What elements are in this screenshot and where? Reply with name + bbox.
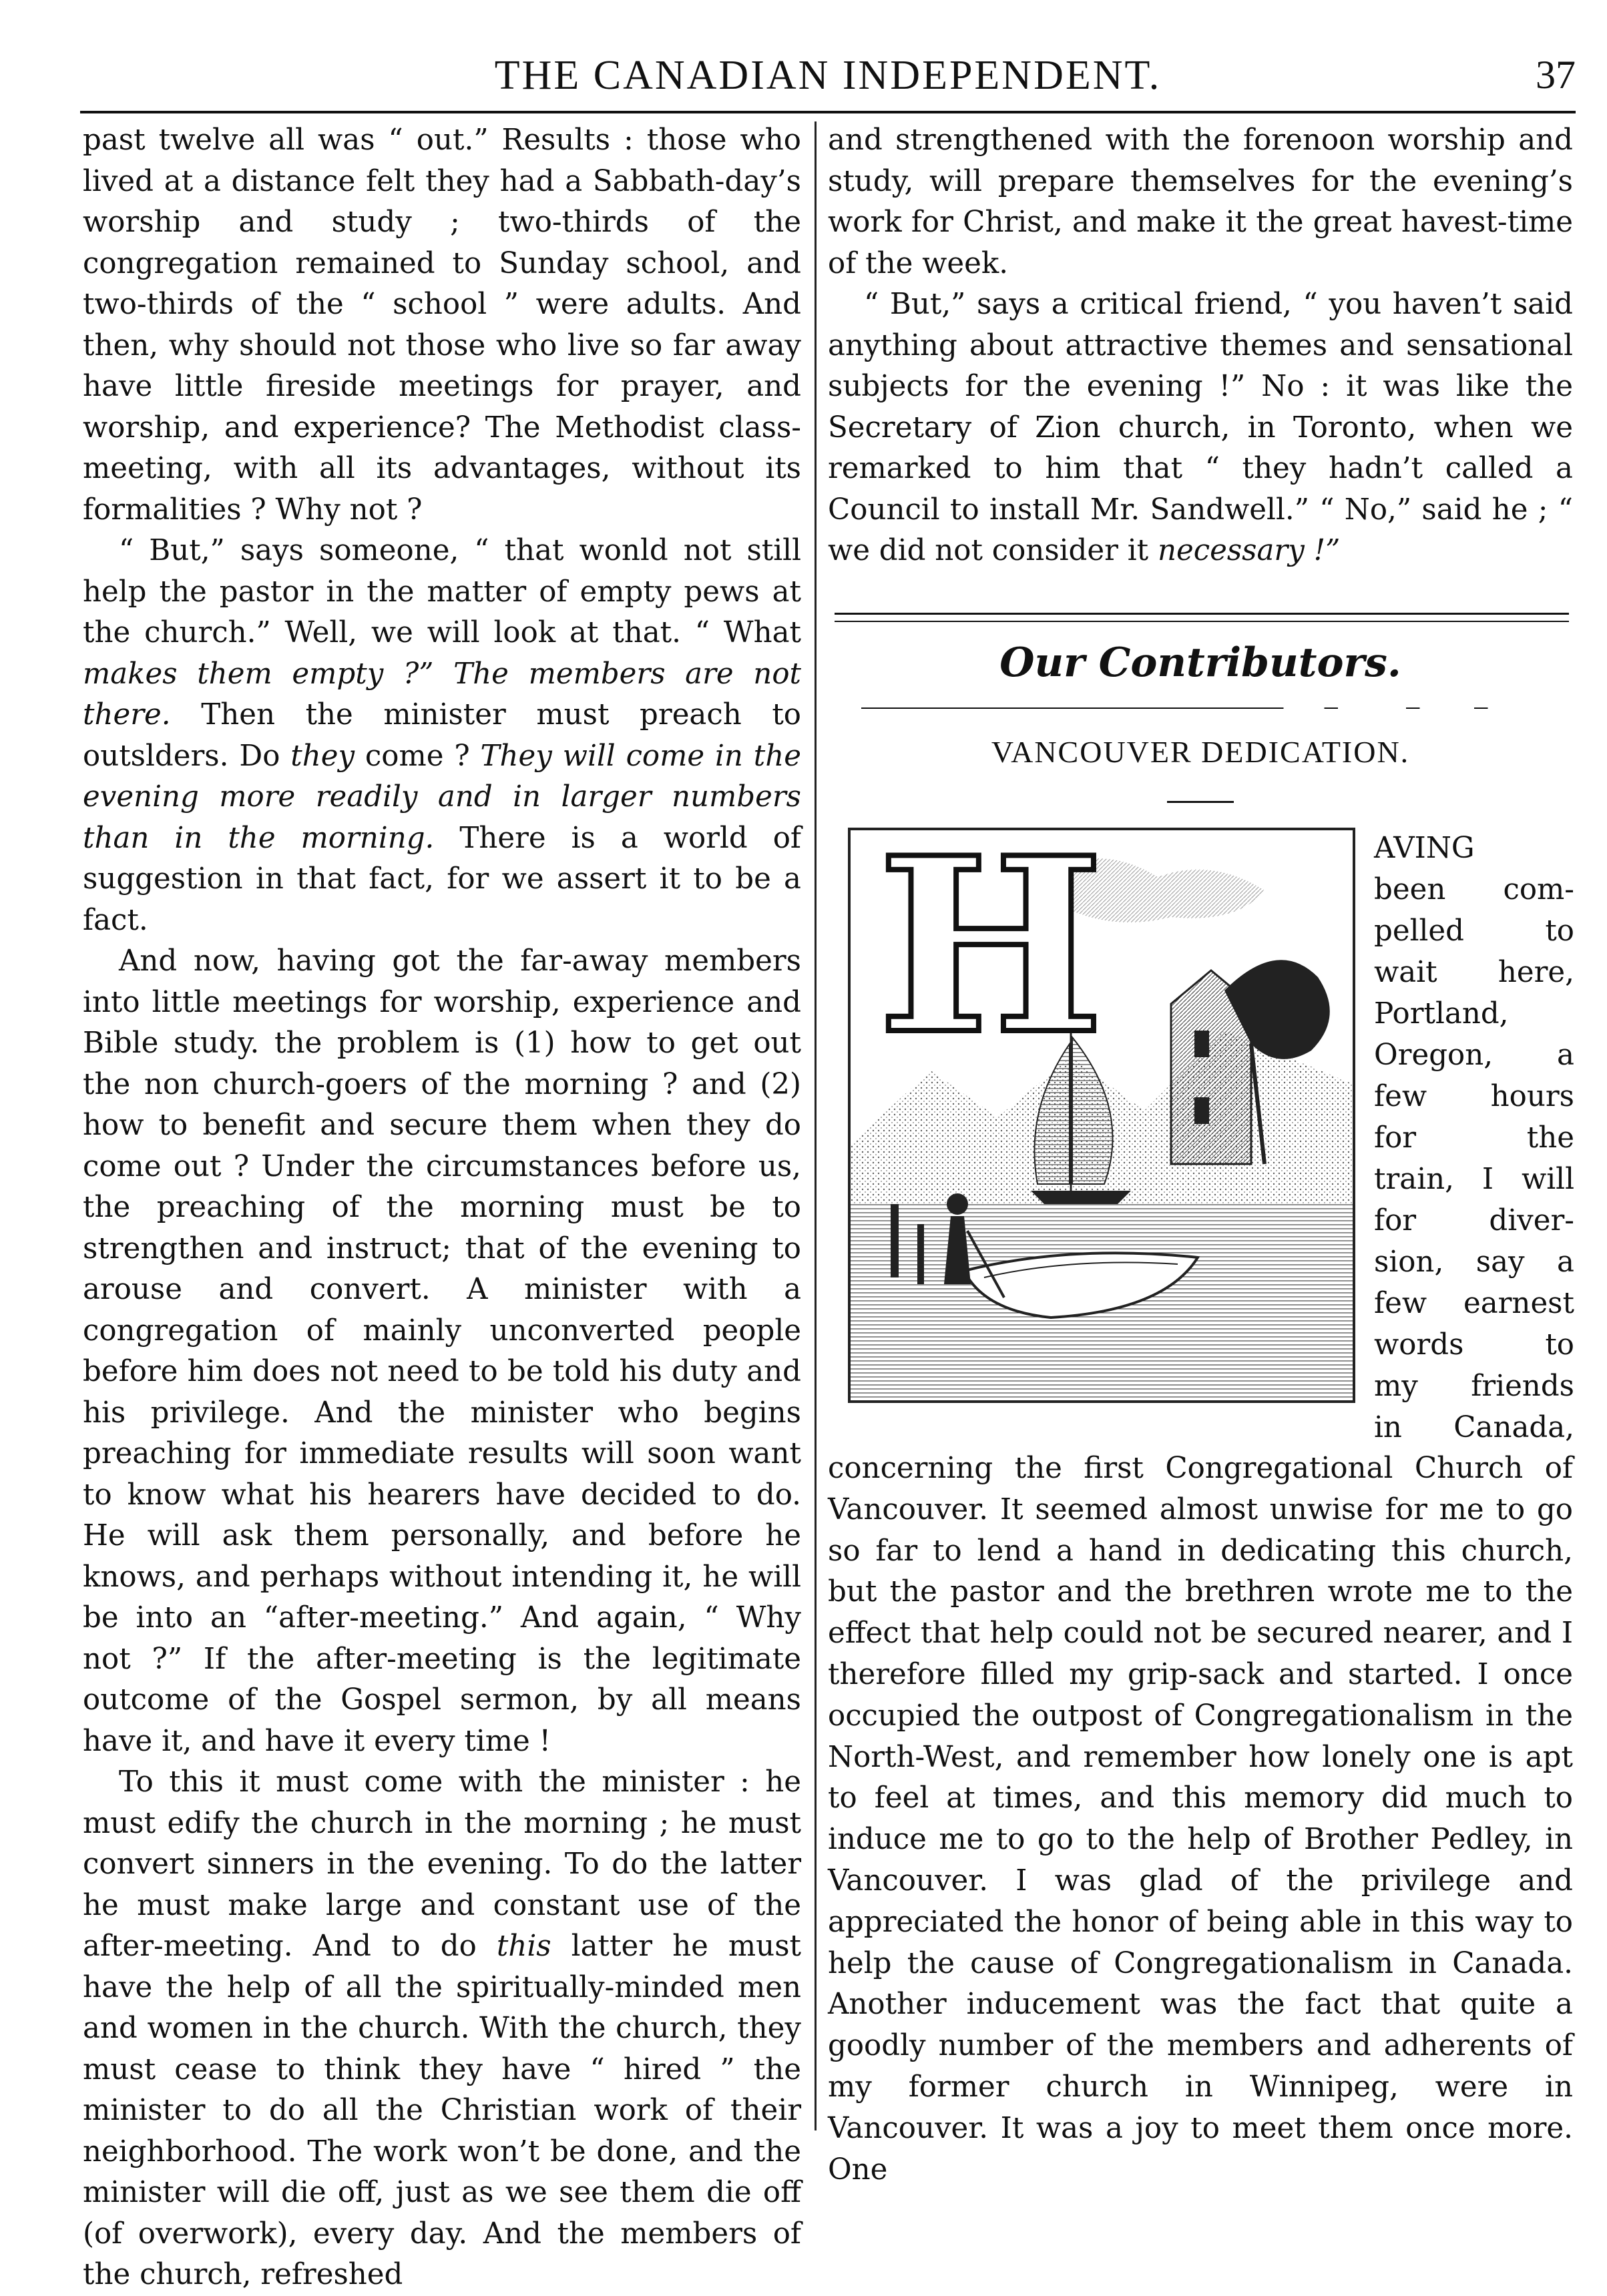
paragraph: And now, having got the far-away members into little meetings for worship, experience and Bible study. the problem is (1) how to get out the non church-goers of the morning ? and (2) how to benefit and secure them when they do come out ? Under the circumstances before us, the preaching of the morning must be to strengthen and instruct; that of the evening to arouse and convert. A minister with a congregation of mainly unconverted people before him does not need to be told his duty and his privilege. And the minister who begins preaching for immediate results will soon want to know what his hearers have decided to do. He will ask them personally, and before he knows, and perhaps without intending it, he will be into an “after-meeting.” And again, “ Why not ?” If the after-meeting is the legitimate outcome of the Gospel sermon, by all means have it, and have it every time ! <box>83 944 801 1758</box>
svg-text:H: H <box>877 830 1105 1087</box>
text-line: sion, say a <box>1374 1245 1574 1279</box>
italic-run: necessary !” <box>1157 534 1341 567</box>
paragraph <box>83 1762 801 2296</box>
left-column <box>83 120 801 2296</box>
illustration-initial <box>848 828 1355 1403</box>
right-column-top <box>828 120 1573 572</box>
text-line: in Canada, <box>1374 1411 1574 1444</box>
text-run: Then the minister must preach to outslders. Do <box>83 698 801 773</box>
section-rule-bottom <box>835 621 1569 622</box>
text-run: latter he must have the help of all the spiritually-minded men and women in the church. With the church, they must cease to think they have “ hired ” the minister to do all the Christian work of their neighborhood. The work won’t be done, and the minister will die off, just as we see them die off (of overwork), every day. And the members of the church, refreshed <box>83 1930 801 2291</box>
wrapped-text-beside-image <box>1374 828 1574 1448</box>
heading-rule <box>1167 801 1234 803</box>
text-line: for diver- <box>1374 1204 1574 1237</box>
text-run: “ But,” says someone, “ that wonld not still help the pastor in the matter of empty pews at the church.” Well, we will look at that. “ What <box>83 534 801 649</box>
paragraph: concerning the first Congregational Church of Vancouver. It seemed almost unwise for me to go so far to lend a hand in dedicating this church, but the pastor and the brethren wrote me to the effect that help could not be secured nearer, and I therefore filled my grip-sack and started. I once occupied the outpost of Congregationalism in the North-West, and remember how lonely one is apt to feel at times, and this memory did much to induce me to go to the help of Brother Pedley, in Vancouver. I was glad of the privilege and appreciated the honor of being able in this way to help the cause of Congregationalism in Canada. Another inducement was the fact that quite a goodly number of the members and adherents of my former church in Winnipeg, were in Vancouver. It was a joy to meet them once more. One <box>828 1452 1573 2187</box>
page-header <box>80 52 1576 105</box>
text-line: been com- <box>1374 873 1574 906</box>
text-line: train, I will <box>1374 1163 1574 1196</box>
text-run: come ? <box>355 739 481 773</box>
paragraph: past twelve all was “ out.” Results : those who lived at a distance felt they had a Sabbath-day’s worship and study ; two-thirds of the congregation remained to Sunday school, and two-thirds of the “ school ” were adults. And then, why should not those who live so far away have little fireside meetings for prayer, and worship, and experience? The Methodist class-meeting, with all its advantages, without its formalities ? Why not ? <box>83 123 801 527</box>
text-line: few earnest <box>1374 1287 1574 1320</box>
text-line: few hours <box>1374 1080 1574 1113</box>
italic-run: they <box>290 739 355 773</box>
article-heading: VANCOUVER DEDICATION. <box>991 735 1410 769</box>
text-line: Portland, <box>1374 997 1509 1031</box>
text-line: for the <box>1374 1121 1574 1155</box>
journal-title: THE CANADIAN INDEPENDENT. <box>494 53 1162 98</box>
text-line: Oregon, a <box>1374 1039 1574 1072</box>
section-title: Our Contributors. <box>999 639 1401 686</box>
text-line: AVING <box>1374 832 1475 865</box>
text-run: There is a world of suggestion in that fact, for we assert it to be a fact. <box>83 821 801 937</box>
text-line: pelled to <box>1374 914 1574 948</box>
section-dashed-rule <box>861 707 1542 709</box>
text-line: wait here, <box>1374 956 1574 989</box>
text-line: my friends <box>1374 1370 1574 1403</box>
text-line: words to <box>1374 1328 1574 1362</box>
italic-run: this <box>496 1930 551 1963</box>
header-rule <box>80 111 1576 113</box>
paragraph <box>828 284 1573 572</box>
text-run: “ But,” says a critical friend, “ you haven’t said anything about attractive themes and sensational subjects for the evening !” No : it was like the Secretary of Zion church, in Toronto, when we remarked to him that “ they hadn’t called a Council to install Mr. Sandwell.” “ No,” said he ; “ we did not consider it <box>828 288 1573 567</box>
paragraph <box>83 531 801 941</box>
paragraph: and strengthened with the forenoon worship and study, will prepare themselves for the evening’s work for Christ, and make it the great havest-time of the week. <box>828 123 1573 280</box>
text-run: To this it must come with the minister : he must edify the church in the morning ; he must convert sinners in the evening. To do the latter he must make large and constant use of the after-meeting. And to do <box>83 1765 801 1963</box>
italic-run: They will come in the evening more readily and in larger numbers than in the morning. <box>83 739 801 855</box>
initial-letter <box>864 830 1104 1087</box>
section-rule-top <box>835 613 1569 615</box>
page-number: 37 <box>1536 53 1576 97</box>
column-divider <box>815 121 817 2130</box>
harbor-scene-image <box>851 830 1353 1400</box>
right-column-body <box>828 1448 1573 2191</box>
italic-run: makes them empty ?” The members are not there. <box>83 657 801 732</box>
